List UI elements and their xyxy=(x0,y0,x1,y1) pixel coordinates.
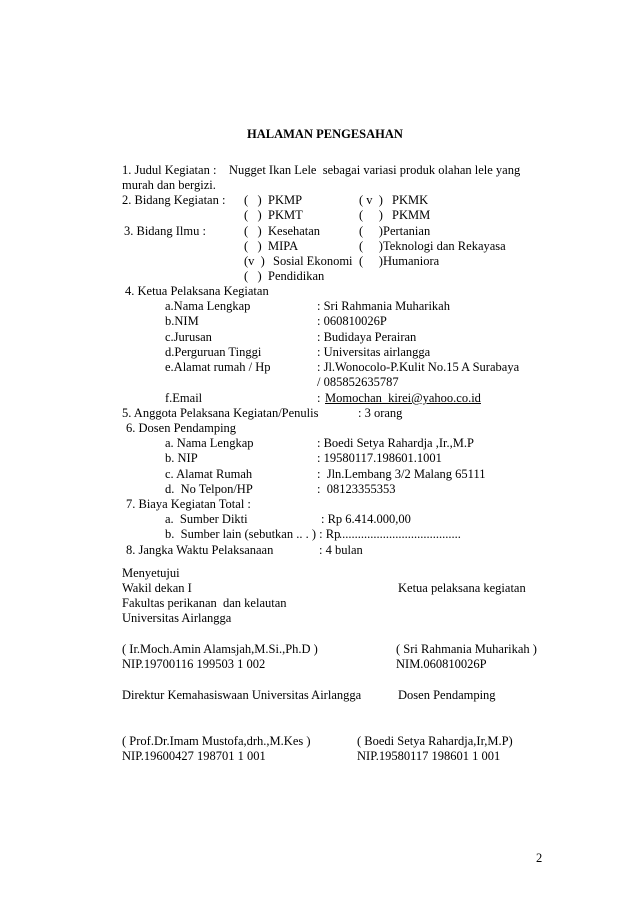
anggota-label: 5. Anggota Pelaksana Kegiatan/Penulis xyxy=(122,406,319,420)
bidang-kegiatan-label: 2. Bidang Kegiatan : xyxy=(122,193,226,207)
dosen-field-label: a. Nama Lengkap xyxy=(165,436,254,450)
universitas-text: Universitas Airlangga xyxy=(122,611,232,625)
bidang-kegiatan-mark: ( ) xyxy=(244,208,262,222)
ketua-email-colon: : xyxy=(317,391,321,405)
bidang-kegiatan-mark: ( ) xyxy=(359,208,383,222)
signatory-id: NIP.19600427 198701 1 001 xyxy=(122,749,266,763)
dosen-heading: 6. Dosen Pendamping xyxy=(126,421,237,435)
dosen-field-label: c. Alamat Rumah xyxy=(165,467,253,481)
bidang-ilmu-mark: (v ) xyxy=(244,254,265,268)
judul-line-1: Nugget Ikan Lele sebagai variasi produk olahan lele yang xyxy=(229,163,521,177)
biaya-field-value: : Rp 6.414.000,00 xyxy=(321,512,411,526)
dosen-field-label: b. NIP xyxy=(165,451,198,465)
bidang-ilmu-option: Humaniora xyxy=(383,254,440,268)
direktur-title: Direktur Kemahasiswaan Universitas Airlangga xyxy=(122,688,362,702)
signatory-id: NIP.19700116 199503 1 002 xyxy=(122,657,266,671)
ketua-field-label: a.Nama Lengkap xyxy=(165,299,251,313)
biaya-field-value: ....................................... xyxy=(339,527,461,541)
biaya-heading: 7. Biaya Kegiatan Total : xyxy=(126,497,251,511)
bidang-kegiatan-option: PKMK xyxy=(392,193,429,207)
dosen-pendamping-title: Dosen Pendamping xyxy=(398,688,496,702)
bidang-ilmu-option: MIPA xyxy=(268,239,299,253)
ketua-email-label: f.Email xyxy=(165,391,203,405)
bidang-kegiatan-mark: ( ) xyxy=(244,193,262,207)
anggota-value: : 3 orang xyxy=(358,406,403,420)
ketua-pelaksana-title: Ketua pelaksana kegiatan xyxy=(398,581,526,595)
ketua-field-value: : Sri Rahmania Muharikah xyxy=(317,299,450,313)
bidang-kegiatan-option: PKMM xyxy=(392,208,431,222)
wakil-dekan-title: Wakil dekan I xyxy=(122,581,192,595)
bidang-ilmu-mark: ( ) xyxy=(359,239,383,253)
signatory-name: ( Sri Rahmania Muharikah ) xyxy=(396,642,537,656)
dosen-field-value: : Boedi Setya Rahardja ,Ir.,M.P xyxy=(317,436,474,450)
ketua-field-label: c.Jurusan xyxy=(165,330,212,344)
biaya-field-label: b. Sumber lain (sebutkan .. . ) : Rp xyxy=(165,527,341,541)
page-number: 2 xyxy=(536,851,543,865)
signatory-id: NIP.19580117 198601 1 001 xyxy=(357,749,501,763)
judul-line-2: murah dan bergizi. xyxy=(122,178,216,192)
jangka-label: 8. Jangka Waktu Pelaksanaan xyxy=(126,543,274,557)
ketua-field-value: / 085852635787 xyxy=(317,375,399,389)
bidang-ilmu-option: Pendidikan xyxy=(268,269,325,283)
dosen-field-value: : 08123355353 xyxy=(317,482,396,496)
signatory-name: ( Prof.Dr.Imam Mustofa,drh.,M.Kes ) xyxy=(122,734,311,748)
dosen-field-label: d. No Telpon/HP xyxy=(165,482,253,496)
ketua-field-value: : Budidaya Perairan xyxy=(317,330,417,344)
signatory-name: ( Boedi Setya Rahardja,Ir,M.P) xyxy=(357,734,513,748)
email-link[interactable]: Momochan_kirei@yahoo.co.id xyxy=(325,391,481,405)
bidang-kegiatan-mark: ( v ) xyxy=(359,193,383,207)
ketua-heading: 4. Ketua Pelaksana Kegiatan xyxy=(125,284,269,298)
ketua-field-label: d.Perguruan Tinggi xyxy=(165,345,262,359)
bidang-ilmu-mark: ( ) xyxy=(244,269,262,283)
ketua-field-value: : Jl.Wonocolo-P.Kulit No.15 A Surabaya xyxy=(317,360,520,374)
signatory-id: NIM.060810026P xyxy=(396,657,487,671)
page-title: HALAMAN PENGESAHAN xyxy=(247,127,403,141)
jangka-value: : 4 bulan xyxy=(319,543,363,557)
dosen-field-value: : Jln.Lembang 3/2 Malang 65111 xyxy=(317,467,486,481)
bidang-ilmu-mark: ( ) xyxy=(359,224,383,238)
fakultas-text: Fakultas perikanan dan kelautan xyxy=(122,596,287,610)
bidang-ilmu-mark: ( ) xyxy=(244,224,262,238)
bidang-ilmu-option: Pertanian xyxy=(383,224,431,238)
bidang-ilmu-label: 3. Bidang Ilmu : xyxy=(124,224,206,238)
judul-label: 1. Judul Kegiatan : xyxy=(122,163,217,177)
ketua-field-value: : Universitas airlangga xyxy=(317,345,431,359)
bidang-ilmu-option: Kesehatan xyxy=(268,224,321,238)
bidang-ilmu-option: Sosial Ekonomi xyxy=(273,254,353,268)
menyetujui-text: Menyetujui xyxy=(122,566,180,580)
ketua-field-label: e.Alamat rumah / Hp xyxy=(165,360,271,374)
signatory-name: ( Ir.Moch.Amin Alamsjah,M.Si.,Ph.D ) xyxy=(122,642,318,656)
bidang-ilmu-mark: ( ) xyxy=(244,239,262,253)
bidang-ilmu-mark: ( ) xyxy=(359,254,383,268)
dosen-field-value: : 19580117.198601.1001 xyxy=(317,451,442,465)
ketua-field-label: b.NIM xyxy=(165,314,199,328)
bidang-kegiatan-option: PKMT xyxy=(268,208,303,222)
bidang-ilmu-option: Teknologi dan Rekayasa xyxy=(383,239,506,253)
biaya-field-label: a. Sumber Dikti xyxy=(165,512,248,526)
ketua-field-value: : 060810026P xyxy=(317,314,387,328)
bidang-kegiatan-option: PKMP xyxy=(268,193,303,207)
